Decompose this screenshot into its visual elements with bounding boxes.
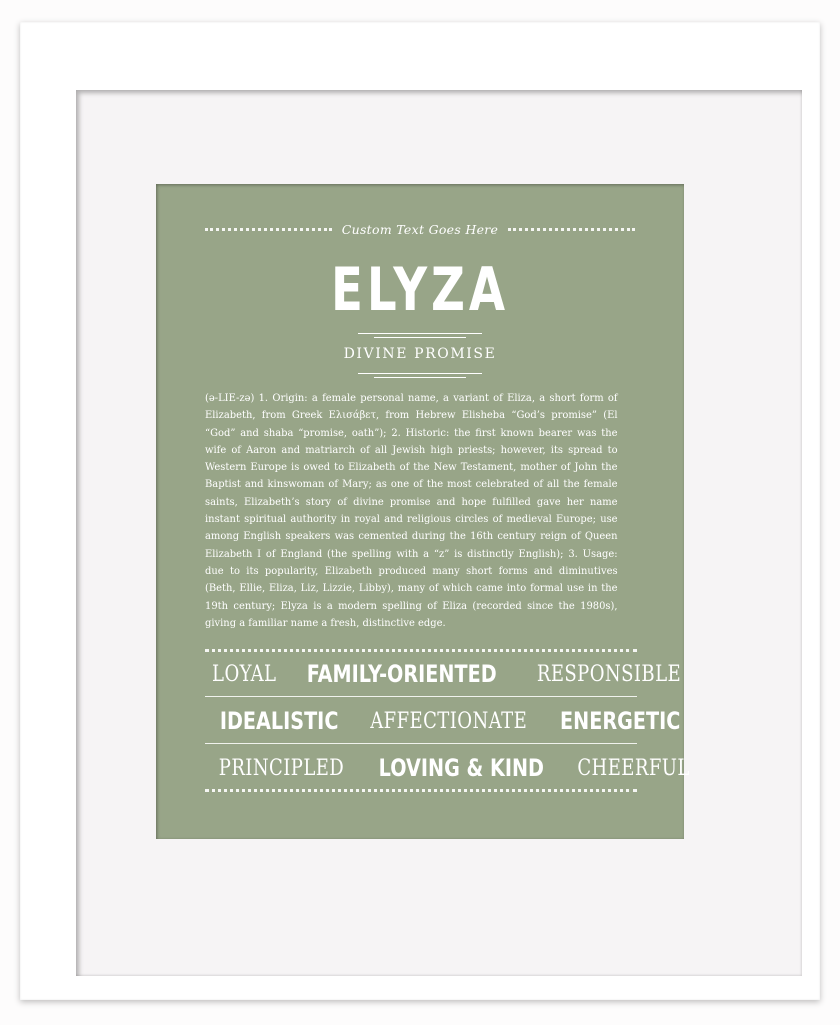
traits-row-2 [205, 704, 680, 738]
trait-word: CHEERFUL [576, 755, 690, 781]
traits-row-1 [205, 657, 681, 691]
trait-word: PRINCIPLED [218, 755, 345, 781]
trait-word: AFFECTIONATE [370, 708, 528, 734]
name-meaning: DIVINE PROMISE [343, 346, 497, 362]
featured-name: ELYZA [330, 255, 510, 325]
rule-below-meaning-2 [374, 377, 466, 378]
traits-separator [205, 743, 637, 744]
trait-word: IDEALISTIC [219, 707, 339, 735]
trait-word: LOVING & KIND [378, 754, 544, 782]
traits-top-dotted-line [205, 649, 637, 652]
trait-word: ENERGETIC [559, 707, 680, 735]
trait-word: FAMILY-ORIENTED [307, 660, 498, 688]
custom-text: Custom Text Goes Here [341, 222, 499, 237]
name-print [156, 184, 690, 839]
left-dotted-line [205, 228, 332, 231]
trait-word: LOYAL [212, 661, 277, 687]
right-dotted-line [508, 228, 635, 231]
traits-row-3 [205, 751, 690, 785]
rule-above-meaning-2 [374, 337, 466, 338]
trait-word: RESPONSIBLE [536, 661, 681, 687]
rule-below-meaning-1 [358, 373, 482, 374]
traits-separator [205, 696, 637, 697]
rule-above-meaning-1 [358, 333, 482, 334]
name-definition: (ə-LIE-zə) 1. Origin: a female personal name, a variant of Eliza, a short form of Elizabeth, from Greek Ελισάβετ, from Hebrew Elisheba “God’s promise” (El “God” and shaba “promise, oath”); 2. Historic: the first known bearer was the wife of Aaron and matriarch of all Jewish high priests; however, its spread to Western Europe is owed to Elizabeth of the New Testament, mother of John the Baptist and kinswoman of Mary; as one of the most celebrated of all the female saints, Elizabeth’s story of divine promise and hope fulfilled gave her name instant spiritual authority in royal and religious circles of medieval Europe; use among English speakers was cemented during the 16th century reign of Queen Elizabeth I of England (the spelling with a “z” is distinctly English); 3. Usage: due to its popularity, Elizabeth produced many short forms and diminutives (Beth, Ellie, Eliza, Liz, Lizzie, Libby), many of which came into formal use in the 19th century; Elyza is a modern spelling of Eliza (recorded since the 1980s), giving a familiar name a fresh, distinctive edge. [205, 392, 618, 629]
traits-bottom-dotted-line [205, 789, 637, 792]
